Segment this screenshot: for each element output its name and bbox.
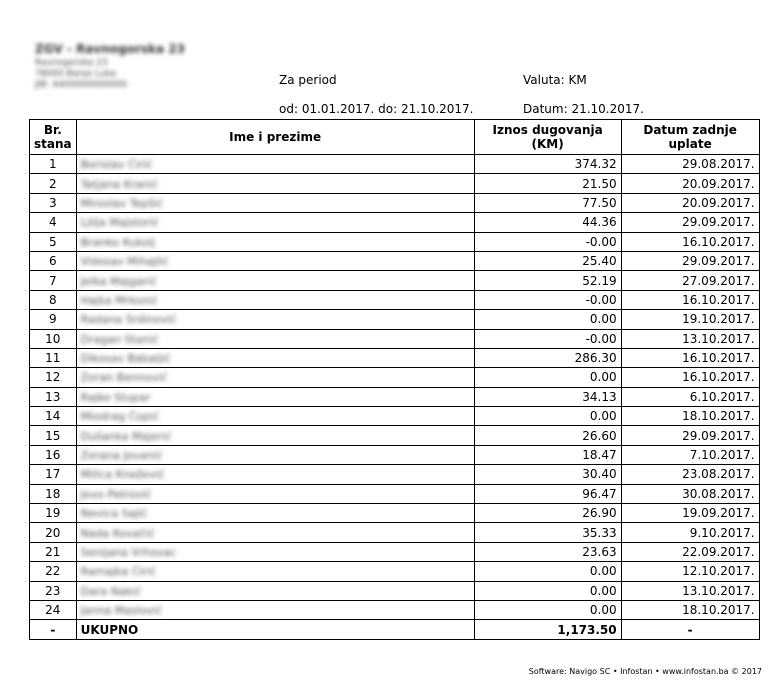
org-address-line2: 78000 Banja Luka: [35, 69, 116, 79]
apartment-number: 17: [30, 465, 77, 484]
last-payment-date: 22.09.2017.: [621, 542, 759, 561]
col-header-amount: Iznos dugovanja (KM): [474, 120, 621, 155]
total-amount: 1,173.50: [474, 620, 621, 639]
owner-name: [76, 600, 474, 619]
owner-name: [76, 232, 474, 251]
table-row: [30, 504, 760, 523]
apartment-number: 14: [30, 407, 77, 426]
debt-amount: 0.00: [474, 600, 621, 619]
debt-amount: 96.47: [474, 484, 621, 503]
owner-name-text: Nada Kovačić: [80, 526, 155, 540]
owner-name-text: Nevica Sajić: [80, 507, 148, 521]
debt-amount: 23.63: [474, 542, 621, 561]
last-payment-date: 12.10.2017.: [621, 562, 759, 581]
col-header-apartment: Br. stana: [30, 120, 77, 155]
owner-name-text: Rajko Stupar: [80, 390, 151, 404]
owner-name: [76, 290, 474, 309]
last-payment-date: 29.09.2017.: [621, 251, 759, 270]
table-row: [30, 213, 760, 232]
last-payment-date: 29.09.2017.: [621, 213, 759, 232]
organization-info: [35, 40, 235, 91]
debt-table: [29, 119, 760, 640]
owner-name: [76, 387, 474, 406]
last-payment-date: 27.09.2017.: [621, 271, 759, 290]
table-row: [30, 445, 760, 464]
debt-amount: 35.33: [474, 523, 621, 542]
owner-name-text: Zoran Bennović: [80, 371, 168, 385]
owner-name: [76, 368, 474, 387]
currency-label: Valuta: KM: [523, 73, 587, 87]
owner-name: [76, 271, 474, 290]
table-row: [30, 155, 760, 174]
table-row: [30, 387, 760, 406]
owner-name: [76, 542, 474, 561]
org-id: JIB: 4400000000000: [35, 80, 127, 90]
debt-amount: 34.13: [474, 387, 621, 406]
owner-name: [76, 251, 474, 270]
apartment-number: 21: [30, 542, 77, 561]
debt-amount: 0.00: [474, 368, 621, 387]
owner-name: [76, 407, 474, 426]
owner-name: [76, 445, 474, 464]
last-payment-date: 29.09.2017.: [621, 426, 759, 445]
total-num: -: [30, 620, 77, 639]
table-row: [30, 600, 760, 619]
owner-name-text: Dara Nakić: [80, 584, 142, 598]
last-payment-date: 16.10.2017.: [621, 348, 759, 367]
owner-name: [76, 193, 474, 212]
apartment-number: 16: [30, 445, 77, 464]
owner-name-text: Borislav Ćirić: [80, 158, 153, 172]
apartment-number: 11: [30, 348, 77, 367]
owner-name: [76, 174, 474, 193]
owner-name-text: Branko Kukolj: [80, 235, 156, 249]
owner-name: [76, 426, 474, 445]
table-row: [30, 426, 760, 445]
apartment-number: 20: [30, 523, 77, 542]
last-payment-date: 9.10.2017.: [621, 523, 759, 542]
owner-name-text: Miroslav Tepšić: [80, 196, 164, 210]
table-row: [30, 368, 760, 387]
owner-name: [76, 504, 474, 523]
table-row: [30, 562, 760, 581]
col-header-name: Ime i prezime: [76, 120, 474, 155]
debt-amount: -0.00: [474, 232, 621, 251]
owner-name-text: Dušanka Majerić: [80, 429, 172, 443]
owner-name-text: Janna Maslović: [80, 604, 163, 618]
table-row: [30, 348, 760, 367]
table-row: [30, 542, 760, 561]
apartment-number: 6: [30, 251, 77, 270]
owner-name: [76, 155, 474, 174]
owner-name: [76, 484, 474, 503]
debt-amount: 52.19: [474, 271, 621, 290]
owner-name-text: Dragan Stanić: [80, 332, 159, 346]
owner-name: [76, 348, 474, 367]
apartment-number: 2: [30, 174, 77, 193]
apartment-number: 7: [30, 271, 77, 290]
debt-amount: -0.00: [474, 329, 621, 348]
last-payment-date: 16.10.2017.: [621, 290, 759, 309]
apartment-number: 15: [30, 426, 77, 445]
debt-amount: 0.00: [474, 310, 621, 329]
apartment-number: 24: [30, 600, 77, 619]
period-range: od: 01.01.2017. do: 21.10.2017.: [279, 102, 474, 116]
org-address-line1: Ravnogorska 23: [35, 58, 108, 68]
apartment-number: 5: [30, 232, 77, 251]
debt-amount: 77.50: [474, 193, 621, 212]
debt-amount: 0.00: [474, 581, 621, 600]
owner-name: [76, 329, 474, 348]
table-row: [30, 251, 760, 270]
table-row: [30, 523, 760, 542]
report-date: Datum: 21.10.2017.: [523, 102, 644, 116]
owner-name: [76, 213, 474, 232]
apartment-number: 22: [30, 562, 77, 581]
debt-amount: -0.00: [474, 290, 621, 309]
total-date: -: [621, 620, 759, 639]
debt-amount: 21.50: [474, 174, 621, 193]
debt-amount: 26.60: [474, 426, 621, 445]
debt-amount: 44.36: [474, 213, 621, 232]
owner-name-text: Jovo Petrović: [80, 487, 152, 501]
last-payment-date: 7.10.2017.: [621, 445, 759, 464]
owner-name: [76, 465, 474, 484]
debt-amount: 25.40: [474, 251, 621, 270]
table-row: [30, 310, 760, 329]
table-row: [30, 232, 760, 251]
owner-name: [76, 523, 474, 542]
table-row: [30, 407, 760, 426]
table-row: [30, 193, 760, 212]
last-payment-date: 18.10.2017.: [621, 600, 759, 619]
apartment-number: 19: [30, 504, 77, 523]
apartment-number: 4: [30, 213, 77, 232]
owner-name-text: Milica Knežević: [80, 468, 165, 482]
owner-name-text: Miodrag Ćopić: [80, 410, 160, 424]
apartment-number: 8: [30, 290, 77, 309]
apartment-number: 1: [30, 155, 77, 174]
apartment-number: 3: [30, 193, 77, 212]
table-header-row: [30, 120, 760, 155]
debt-amount: 18.47: [474, 445, 621, 464]
table-row: [30, 290, 760, 309]
owner-name: [76, 562, 474, 581]
last-payment-date: 20.09.2017.: [621, 174, 759, 193]
last-payment-date: 19.10.2017.: [621, 310, 759, 329]
owner-name: [76, 581, 474, 600]
apartment-number: 12: [30, 368, 77, 387]
col-header-date: Datum zadnje uplate: [621, 120, 759, 155]
debt-amount: 374.32: [474, 155, 621, 174]
last-payment-date: 23.08.2017.: [621, 465, 759, 484]
apartment-number: 9: [30, 310, 77, 329]
apartment-number: 10: [30, 329, 77, 348]
debt-amount: 0.00: [474, 407, 621, 426]
owner-name-text: Vidosav Mihajlić: [80, 255, 169, 269]
last-payment-date: 6.10.2017.: [621, 387, 759, 406]
table-row: [30, 174, 760, 193]
debt-amount: 286.30: [474, 348, 621, 367]
owner-name-text: Hajka Mrkonić: [80, 293, 158, 307]
last-payment-date: 18.10.2017.: [621, 407, 759, 426]
apartment-number: 23: [30, 581, 77, 600]
table-row: [30, 329, 760, 348]
debt-amount: 26.90: [474, 504, 621, 523]
owner-name-text: Zorana Jovanić: [80, 449, 163, 463]
debt-amount: 30.40: [474, 465, 621, 484]
last-payment-date: 20.09.2017.: [621, 193, 759, 212]
org-name: ZGV - Ravnogorska 23: [35, 42, 185, 56]
owner-name-text: Dikosav Babaljić: [80, 352, 171, 366]
last-payment-date: 19.09.2017.: [621, 504, 759, 523]
owner-name-text: Senijana Vrhovac: [80, 546, 177, 559]
last-payment-date: 30.08.2017.: [621, 484, 759, 503]
apartment-number: 18: [30, 484, 77, 503]
last-payment-date: 16.10.2017.: [621, 368, 759, 387]
apartment-number: 13: [30, 387, 77, 406]
debt-amount: 0.00: [474, 562, 621, 581]
last-payment-date: 13.10.2017.: [621, 329, 759, 348]
owner-name-text: Ljilja Majstorić: [80, 216, 159, 230]
footer-credit: Software: Navigo SC • Infostan • www.infostan.ba © 2017: [528, 667, 762, 676]
owner-name: [76, 310, 474, 329]
last-payment-date: 13.10.2017.: [621, 581, 759, 600]
total-label: UKUPNO: [76, 620, 474, 639]
owner-name-text: Ramajka Ćirić: [80, 565, 157, 579]
table-row: [30, 581, 760, 600]
owner-name-text: Tatjana Kranić: [80, 177, 159, 191]
table-row: [30, 484, 760, 503]
total-row: [30, 620, 760, 639]
table-row: [30, 271, 760, 290]
owner-name-text: Jelka Majgarić: [80, 274, 157, 288]
table-row: [30, 465, 760, 484]
last-payment-date: 29.08.2017.: [621, 155, 759, 174]
owner-name-text: Radana Srdinović: [80, 313, 177, 327]
last-payment-date: 16.10.2017.: [621, 232, 759, 251]
period-label: Za period: [279, 73, 337, 87]
